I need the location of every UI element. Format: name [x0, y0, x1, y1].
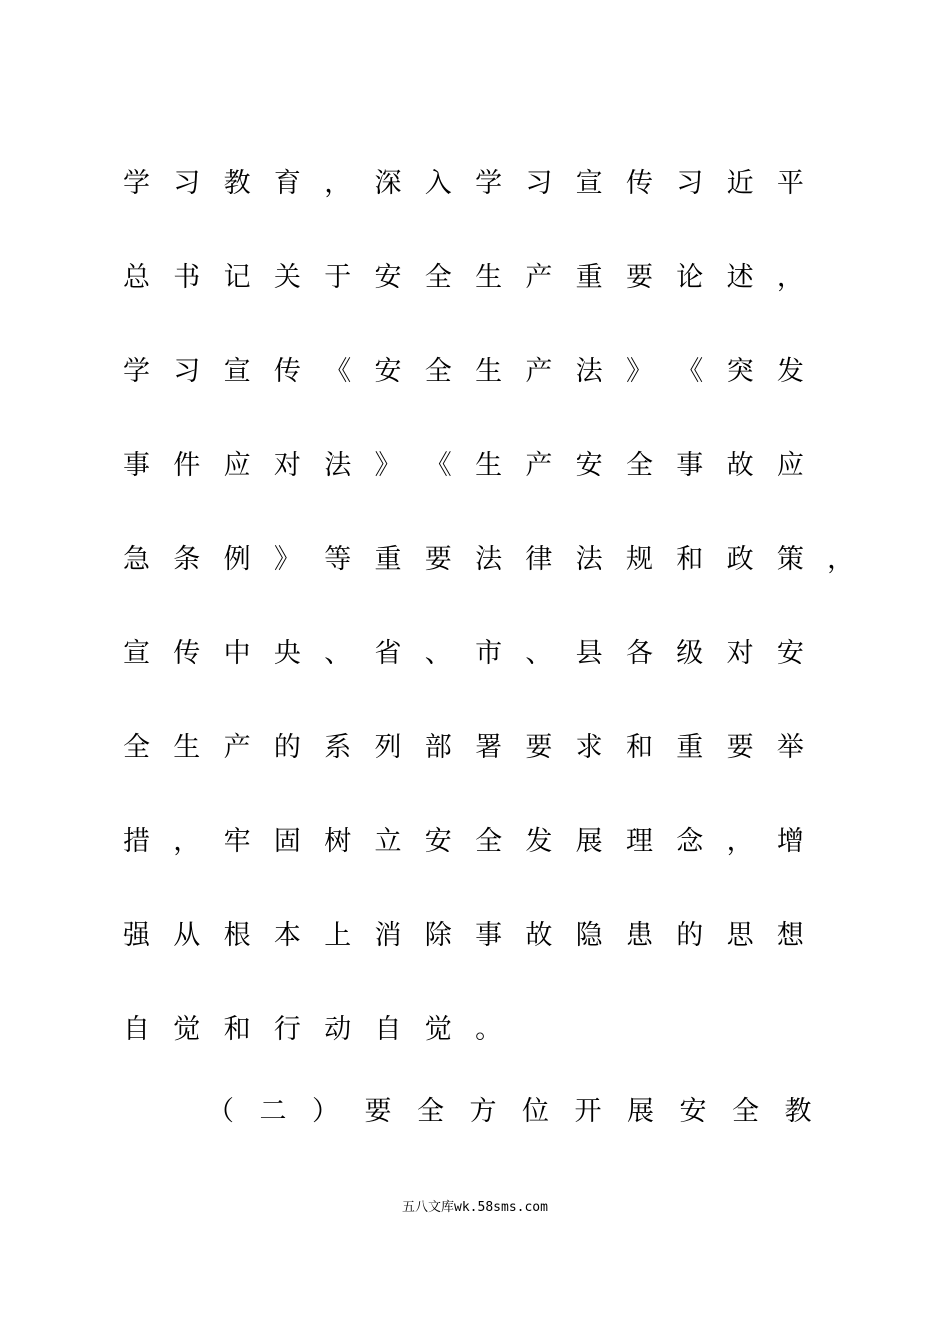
body-line-7: 全 生 产 的 系 列 部 署 要 求 和 重 要 举	[123, 732, 804, 763]
body-line-1: 学 习 教 育 ， 深 入 学 习 宣 传 习 近 平	[123, 168, 804, 199]
body-line-6: 宣 传 中 央 、 省 、 市 、 县 各 级 对 安	[123, 638, 804, 669]
footer-watermark: 五八文库wk.58sms.com	[402, 1200, 548, 1215]
body-line-8: 措 ， 牢 固 树 立 安 全 发 展 理 念 ， 增	[123, 826, 804, 857]
body-line-5: 急 条 例 》 等 重 要 法 律 法 规 和 政 策 ，	[123, 544, 855, 575]
section-heading: （ 二 ） 要 全 方 位 开 展 安 全 教	[207, 1096, 812, 1127]
body-line-2: 总 书 记 关 于 安 全 生 产 重 要 论 述 ，	[123, 262, 804, 293]
body-line-9: 强 从 根 本 上 消 除 事 故 隐 患 的 思 想	[123, 920, 804, 951]
body-line-4: 事 件 应 对 法 》 《 生 产 安 全 事 故 应	[123, 450, 804, 481]
body-line-3: 学 习 宣 传 《 安 全 生 产 法 》 《 突 发	[123, 356, 804, 387]
body-line-10: 自 觉 和 行 动 自 觉 。	[123, 1014, 503, 1045]
